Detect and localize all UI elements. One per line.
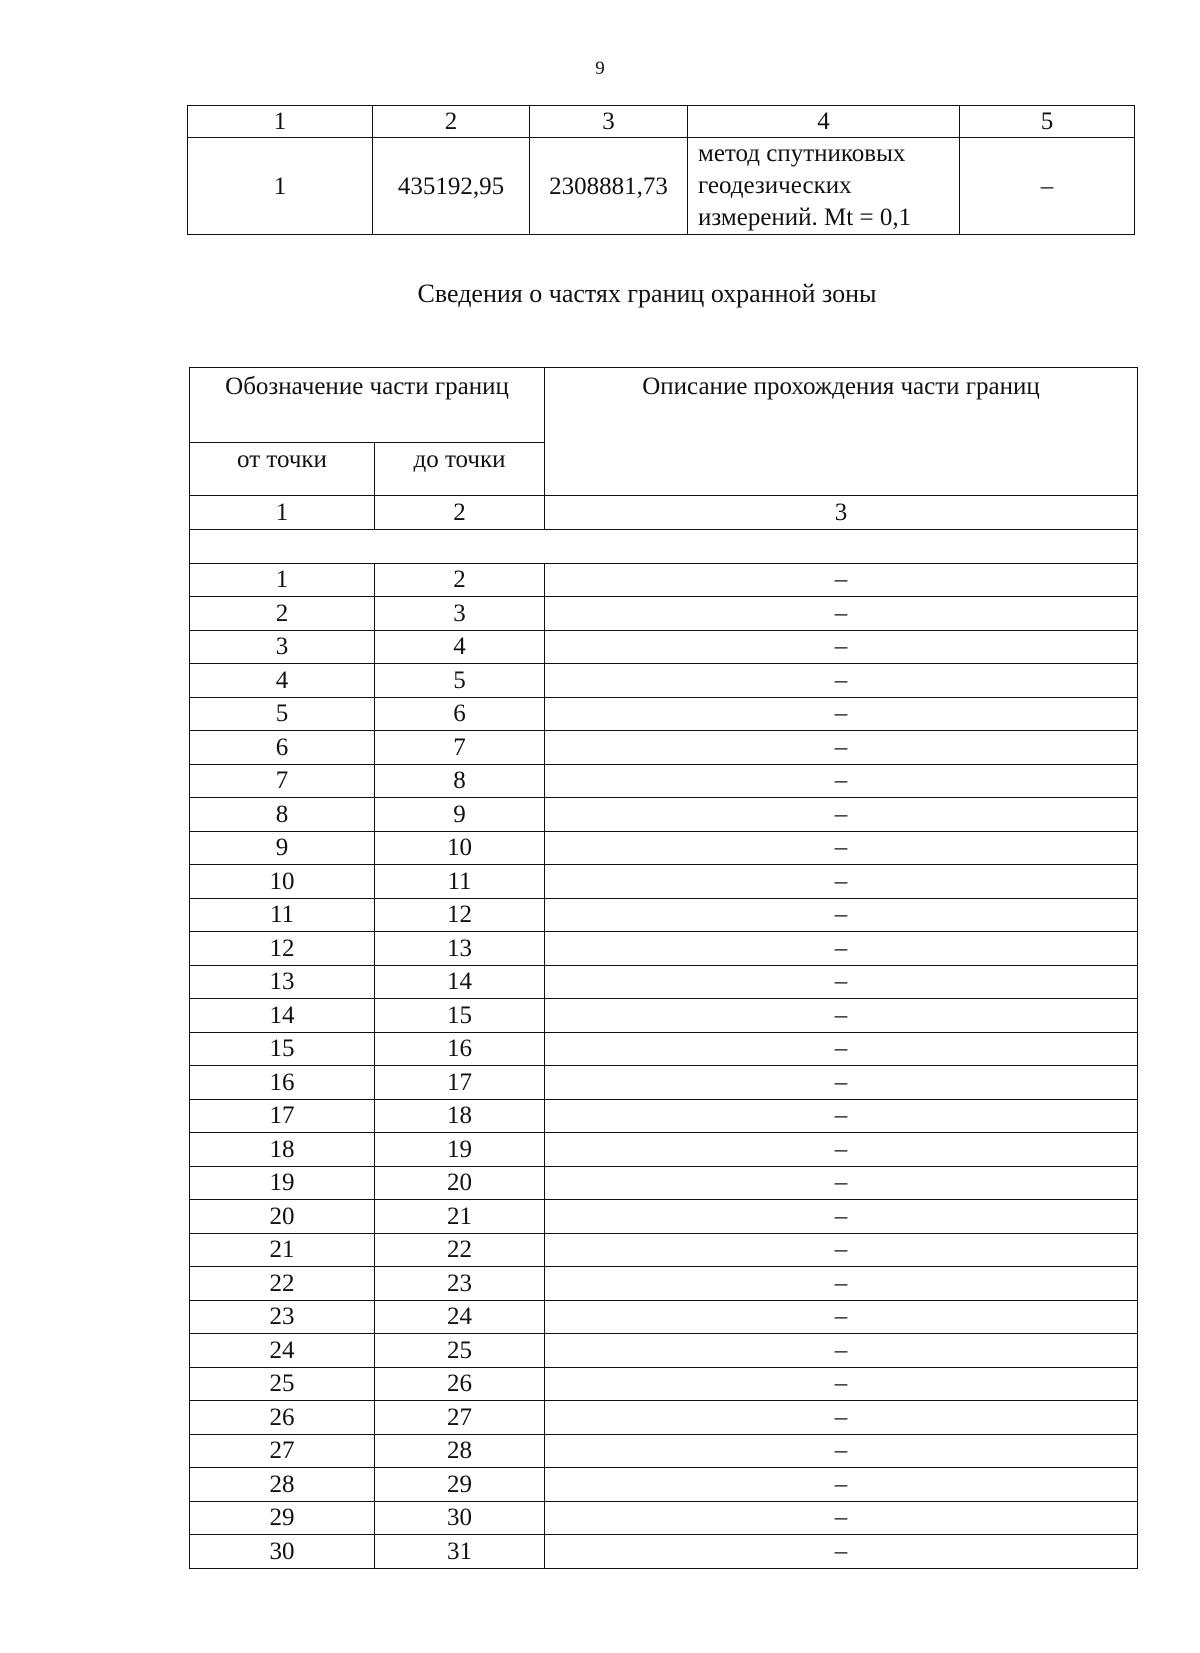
column-number-cell: 2 [373,106,530,138]
parts-header-row [190,368,1138,443]
description-cell: – [545,1066,1138,1100]
column-number-cell: 4 [688,106,960,138]
table-row [190,664,1138,698]
table-row [190,1367,1138,1401]
from-point-cell: 18 [190,1133,375,1167]
from-point-cell: 15 [190,1032,375,1066]
y-coordinate-cell: 2308881,73 [530,138,688,235]
description-cell: – [545,597,1138,631]
from-point-cell: 9 [190,831,375,865]
column-number-cell: 3 [545,496,1138,530]
description-cell: – [545,932,1138,966]
from-point-header: от точки [190,443,375,496]
to-point-cell: 11 [375,865,545,899]
from-point-cell: 4 [190,664,375,698]
description-cell: – [545,965,1138,999]
table-row [190,999,1138,1033]
section-title: Сведения о частях границ охранной зоны [417,279,877,308]
table-row [190,597,1138,631]
table-row [190,1267,1138,1301]
column-number-cell: 1 [190,496,375,530]
from-point-cell: 30 [190,1535,375,1569]
to-point-cell: 25 [375,1334,545,1368]
table-row [190,1501,1138,1535]
table-row [190,1535,1138,1569]
coordinates-header-row [188,106,1135,138]
table-row [190,1200,1138,1234]
to-point-cell: 16 [375,1032,545,1066]
table-row [190,1099,1138,1133]
to-point-cell: 24 [375,1300,545,1334]
from-point-cell: 24 [190,1334,375,1368]
description-cell: – [545,1367,1138,1401]
column-numbers-row [190,496,1138,530]
to-point-cell: 27 [375,1401,545,1435]
method-line: измерений. Mt = 0,1 [698,204,912,231]
method-cell [688,138,960,235]
from-point-cell: 13 [190,965,375,999]
from-point-cell: 21 [190,1233,375,1267]
table-row [190,1300,1138,1334]
from-point-cell: 7 [190,764,375,798]
to-point-cell: 28 [375,1434,545,1468]
table-row [190,1032,1138,1066]
table-row [190,865,1138,899]
table-row [190,965,1138,999]
table-row [190,731,1138,765]
to-point-cell: 2 [375,563,545,597]
description-cell: – [545,1434,1138,1468]
description-cell: – [545,1401,1138,1435]
description-cell: – [545,1233,1138,1267]
description-cell: – [545,1166,1138,1200]
from-point-cell: 16 [190,1066,375,1100]
from-point-cell: 11 [190,898,375,932]
description-cell: – [545,1468,1138,1502]
from-point-cell: 8 [190,798,375,832]
description-cell: – [545,697,1138,731]
table-row [190,1166,1138,1200]
boundary-parts-table [189,367,1138,1569]
to-point-cell: 12 [375,898,545,932]
description-cell: – [545,1267,1138,1301]
table-row [190,630,1138,664]
table-row [190,1468,1138,1502]
from-point-cell: 20 [190,1200,375,1234]
to-point-cell: 7 [375,731,545,765]
table-row [190,932,1138,966]
to-point-cell: 22 [375,1233,545,1267]
page-number: 9 [595,58,605,79]
to-point-cell: 17 [375,1066,545,1100]
table-row [190,1434,1138,1468]
from-point-cell: 5 [190,697,375,731]
method-line: метод спутниковых [698,140,906,167]
column-number-cell: 5 [960,106,1135,138]
from-point-cell: 22 [190,1267,375,1301]
from-point-cell: 2 [190,597,375,631]
to-point-cell: 15 [375,999,545,1033]
from-point-cell: 1 [190,563,375,597]
to-point-cell: 29 [375,1468,545,1502]
table-row [190,831,1138,865]
table-row [190,697,1138,731]
description-cell: – [545,1099,1138,1133]
to-point-cell: 9 [375,798,545,832]
description-cell: – [545,865,1138,899]
description-cell: – [545,798,1138,832]
to-point-cell: 14 [375,965,545,999]
column-number-cell: 3 [530,106,688,138]
to-point-cell: 21 [375,1200,545,1234]
column-number-cell: 2 [375,496,545,530]
from-point-cell: 19 [190,1166,375,1200]
table-row [190,1133,1138,1167]
description-cell: – [545,563,1138,597]
coordinates-table [187,105,1135,235]
description-cell: – [545,764,1138,798]
to-point-cell: 26 [375,1367,545,1401]
to-point-cell: 3 [375,597,545,631]
to-point-cell: 6 [375,697,545,731]
to-point-cell: 30 [375,1501,545,1535]
to-point-cell: 4 [375,630,545,664]
description-cell: – [545,1501,1138,1535]
from-point-cell: 25 [190,1367,375,1401]
table-row [190,898,1138,932]
description-cell: – [545,1133,1138,1167]
designation-group-header: Обозначение части границ [190,368,545,443]
from-point-cell: 3 [190,630,375,664]
coordinates-data-row [188,138,1135,235]
from-point-cell: 23 [190,1300,375,1334]
to-point-cell: 8 [375,764,545,798]
description-cell: – [545,898,1138,932]
from-point-cell: 12 [190,932,375,966]
to-point-cell: 19 [375,1133,545,1167]
method-line: геодезических [698,172,852,199]
table-row [190,764,1138,798]
from-point-cell: 29 [190,1501,375,1535]
description-cell: – [545,1334,1138,1368]
table-row [190,1233,1138,1267]
from-point-cell: 6 [190,731,375,765]
table-row [190,1066,1138,1100]
to-point-cell: 13 [375,932,545,966]
description-cell: – [545,1300,1138,1334]
description-cell: – [545,1032,1138,1066]
to-point-cell: 20 [375,1166,545,1200]
description-header: Описание прохождения части границ [545,368,1138,496]
from-point-cell: 28 [190,1468,375,1502]
to-point-header: до точки [375,443,545,496]
column-number-cell: 1 [188,106,373,138]
to-point-cell: 10 [375,831,545,865]
from-point-cell: 26 [190,1401,375,1435]
description-cell: – [545,664,1138,698]
note-cell: – [960,138,1135,235]
from-point-cell: 14 [190,999,375,1033]
table-row [190,1401,1138,1435]
point-number-cell: 1 [188,138,373,235]
to-point-cell: 31 [375,1535,545,1569]
from-point-cell: 27 [190,1434,375,1468]
x-coordinate-cell: 435192,95 [373,138,530,235]
blank-cell [190,529,1138,563]
to-point-cell: 18 [375,1099,545,1133]
description-cell: – [545,999,1138,1033]
description-cell: – [545,630,1138,664]
description-cell: – [545,831,1138,865]
from-point-cell: 17 [190,1099,375,1133]
table-row [190,563,1138,597]
from-point-cell: 10 [190,865,375,899]
table-row [190,1334,1138,1368]
to-point-cell: 23 [375,1267,545,1301]
blank-row [190,529,1138,563]
table-row [190,798,1138,832]
description-cell: – [545,731,1138,765]
description-cell: – [545,1535,1138,1569]
description-cell: – [545,1200,1138,1234]
to-point-cell: 5 [375,664,545,698]
